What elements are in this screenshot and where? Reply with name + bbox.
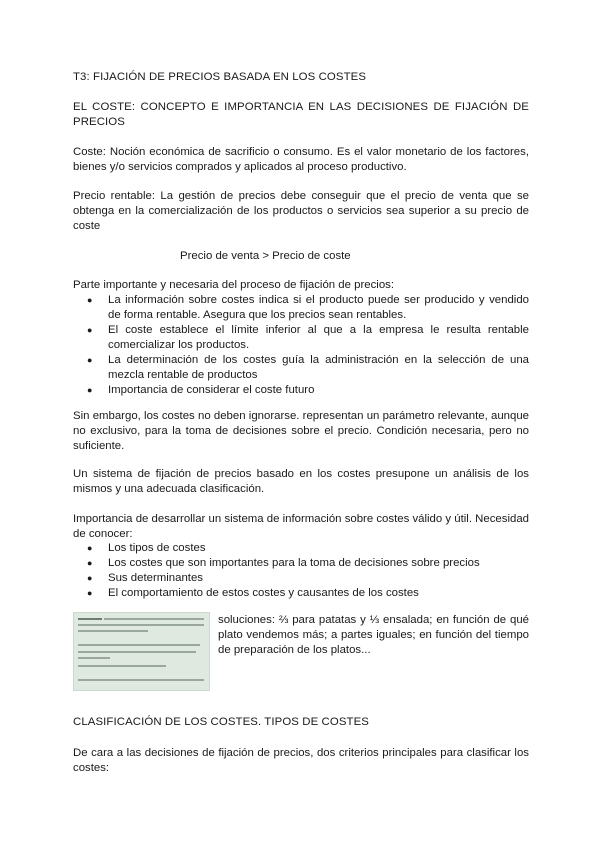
price-formula: Precio de venta > Precio de coste	[180, 250, 351, 262]
criterios-paragraph: De cara a las decisiones de fijación de precios, dos criterios principales para clasificar los costes:	[73, 747, 529, 774]
list-item: ● La determinación de los costes guía la administración en la selección de una mezcla rentable de productos	[73, 353, 529, 383]
sistema-paragraph: Un sistema de fijación de precios basado en los costes presupone un análisis de los mismos y una adecuada clasificación.	[73, 468, 529, 495]
list-item: ● El coste establece el límite inferior al que a la empresa le resulta rentable comercializar los productos.	[73, 323, 529, 353]
parte-bullet-list	[73, 293, 529, 398]
list-item: ● La información sobre costes indica si el producto puede ser producido y vendido de forma rentable. Asegura que los precios sean rentables.	[73, 293, 529, 323]
example-thumbnail-image	[73, 612, 210, 691]
document-title: T3: FIJACIÓN DE PRECIOS BASADA EN LOS COSTES	[73, 71, 367, 83]
list-item: ● El comportamiento de estos costes y causantes de los costes	[73, 586, 529, 601]
importancia-intro: Importancia de desarrollar un sistema de información sobre costes válido y útil. Necesidad de conocer:	[73, 513, 529, 540]
section-heading-clasificacion: CLASIFICACIÓN DE LOS COSTES. TIPOS DE COSTES	[73, 716, 369, 728]
list-item: ● Los costes que son importantes para la toma de decisiones sobre precios	[73, 556, 529, 571]
list-item: ● Los tipos de costes	[73, 541, 529, 556]
parte-intro: Parte importante y necesaria del proceso de fijación de precios:	[73, 279, 395, 291]
list-item: ● Sus determinantes	[73, 571, 529, 586]
soluciones-paragraph: soluciones: ⅔ para patatas y ⅓ ensalada; en función de qué plato vendemos más; a partes iguales; en función del tiempo de preparación de los platos...	[218, 614, 529, 656]
sin-embargo-paragraph: Sin embargo, los costes no deben ignorarse. representan un parámetro relevante, aunque no exclusivo, para la toma de decisiones sobre el precio. Condición necesaria, pero no suficiente.	[73, 410, 529, 452]
section-heading-coste: EL COSTE: CONCEPTO E IMPORTANCIA EN LAS DECISIONES DE FIJACIÓN DE PRECIOS	[73, 101, 529, 128]
coste-paragraph: Coste: Noción económica de sacrificio o consumo. Es el valor monetario de los factores, bienes y/o servicios comprados y aplicados al proceso productivo.	[73, 146, 529, 173]
precio-rentable-paragraph: Precio rentable: La gestión de precios debe conseguir que el precio de venta que se obtenga en la comercialización de los productos o servicios sea superior a su precio de coste	[73, 190, 529, 232]
importancia-bullet-list	[73, 541, 529, 601]
list-item: ● Importancia de considerar el coste futuro	[73, 383, 529, 398]
